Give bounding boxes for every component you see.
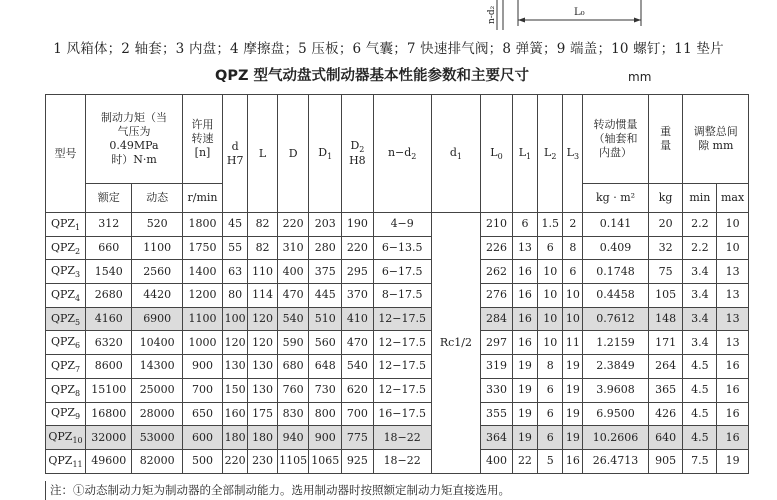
cell-max: 16 [717, 378, 749, 402]
cell-m: 148 [648, 307, 683, 331]
cell-d: 45 [223, 213, 248, 237]
cell-l1: 16 [512, 307, 537, 331]
cell-l0: 319 [481, 355, 513, 379]
parts-legend: 1 风箱体；2 轴套；3 内盘；4 摩擦盘；5 压板；6 气囊；7 快速排气阀；8 弹簧；9 端盖；10 螺钉；11 垫片 [53, 41, 724, 57]
cell-l3: 6 [563, 260, 583, 284]
cell-d: 940 [277, 426, 309, 450]
table-row [46, 284, 749, 308]
cell-l1: 22 [512, 449, 537, 473]
cell-l3: 2 [563, 213, 583, 237]
cell-j: 1.2159 [583, 331, 648, 355]
cell-l2: 10 [538, 307, 563, 331]
cell-l: 120 [248, 307, 278, 331]
cell-l2: 6 [538, 378, 563, 402]
cell-d2: 700 [342, 402, 374, 426]
cell-min: 3.4 [683, 307, 717, 331]
cell-m: 20 [648, 213, 683, 237]
cell-l3: 8 [563, 236, 583, 260]
cell-dyn: 520 [132, 213, 183, 237]
header-dd: D [277, 95, 309, 213]
cell-nd2: 4−9 [373, 213, 431, 237]
cell-n: 1200 [182, 284, 222, 308]
cell-l: 180 [248, 426, 278, 450]
cell-nd2: 6−13.5 [373, 236, 431, 260]
cell-nd2: 16−17.5 [373, 402, 431, 426]
cell-max: 16 [717, 355, 749, 379]
cell-l1: 6 [512, 213, 537, 237]
cell-nd2: 6−17.5 [373, 260, 431, 284]
cell-rated: 32000 [86, 426, 132, 450]
cell-model: $QPZ_9$ [46, 402, 86, 426]
cell-l: 82 [248, 213, 278, 237]
cell-d: 160 [223, 402, 248, 426]
cell-d: 470 [277, 284, 309, 308]
cell-model: $QPZ_7$ [46, 355, 86, 379]
cell-l: 110 [248, 260, 278, 284]
header-torque-dynamic: 动态 [132, 184, 183, 213]
cell-nd2: 12−17.5 [373, 378, 431, 402]
cell-d: 100 [223, 307, 248, 331]
cell-model: $QPZ_5$ [46, 307, 86, 331]
header-weight: 重量 [648, 95, 683, 184]
cell-d1: 280 [309, 236, 342, 260]
cell-nd2: 8−17.5 [373, 284, 431, 308]
cell-l3: 19 [563, 355, 583, 379]
header-l0: $L_0$ [481, 95, 513, 213]
cell-n: 900 [182, 355, 222, 379]
cell-d2: 220 [342, 236, 374, 260]
cell-d: 63 [223, 260, 248, 284]
cell-j: 6.9500 [583, 402, 648, 426]
cell-m: 426 [648, 402, 683, 426]
cell-j: 0.409 [583, 236, 648, 260]
cell-l3: 10 [563, 307, 583, 331]
cell-d: 400 [277, 260, 309, 284]
table-row [46, 260, 749, 284]
cell-rated: 1540 [86, 260, 132, 284]
header-nd2: $n-d_2$ [373, 95, 431, 213]
cell-d: 310 [277, 236, 309, 260]
cell-m: 171 [648, 331, 683, 355]
cell-rated: 6320 [86, 331, 132, 355]
cell-l3: 16 [563, 449, 583, 473]
cell-d: 220 [223, 449, 248, 473]
table-body [46, 213, 749, 474]
cell-l2: 10 [538, 331, 563, 355]
cell-l2: 6 [538, 402, 563, 426]
cell-l1: 19 [512, 426, 537, 450]
cell-d: 220 [277, 213, 309, 237]
cell-n: 700 [182, 378, 222, 402]
cell-d1: 800 [309, 402, 342, 426]
cell-dyn: 28000 [132, 402, 183, 426]
cell-min: 3.4 [683, 331, 717, 355]
cell-d: 680 [277, 355, 309, 379]
cell-d1: 730 [309, 378, 342, 402]
cell-d: 150 [223, 378, 248, 402]
cell-d: 130 [223, 355, 248, 379]
cell-max: 13 [717, 284, 749, 308]
cell-max: 16 [717, 402, 749, 426]
cell-l2: 6 [538, 236, 563, 260]
cell-d: 540 [277, 307, 309, 331]
cell-d2: 540 [342, 355, 374, 379]
cell-dyn: 82000 [132, 449, 183, 473]
header-adjust-max: max [717, 184, 749, 213]
cell-n: 1000 [182, 331, 222, 355]
header-inertia: 转动惯量（轴套和内盘） [583, 95, 648, 184]
cell-min: 4.5 [683, 402, 717, 426]
cell-d1: 375 [309, 260, 342, 284]
cell-d: 760 [277, 378, 309, 402]
cell-j: 3.9608 [583, 378, 648, 402]
cell-n: 1750 [182, 236, 222, 260]
cell-n: 1800 [182, 213, 222, 237]
cell-d2: 295 [342, 260, 374, 284]
cell-j: 0.1748 [583, 260, 648, 284]
cell-max: 13 [717, 307, 749, 331]
cell-dyn: 6900 [132, 307, 183, 331]
cell-m: 264 [648, 355, 683, 379]
cell-l2: 1.5 [538, 213, 563, 237]
table-title: QPZ 型气动盘式制动器基本性能参数和主要尺寸 [215, 68, 530, 84]
cell-d: 120 [223, 331, 248, 355]
cell-max: 13 [717, 260, 749, 284]
cell-rated: 16800 [86, 402, 132, 426]
cell-max: 19 [717, 449, 749, 473]
cell-m: 365 [648, 378, 683, 402]
table-row [46, 213, 749, 237]
header-small-d1: $d_1$ [431, 95, 481, 213]
header-d1: $D_1$ [309, 95, 342, 213]
cell-l: 82 [248, 236, 278, 260]
header-l2: $L_2$ [538, 95, 563, 213]
cell-l3: 19 [563, 426, 583, 450]
dim-label-l0: L₀ [574, 7, 585, 18]
header-inertia-unit: kg · m² [583, 184, 648, 213]
cell-nd2: 18−22 [373, 449, 431, 473]
cell-model: $QPZ_{10}$ [46, 426, 86, 450]
header-speed: 许用转速[n] [182, 95, 222, 184]
cell-l0: 297 [481, 331, 513, 355]
cell-l2: 10 [538, 260, 563, 284]
cell-d: 55 [223, 236, 248, 260]
cell-d1-merged: Rc1/2 [431, 213, 481, 474]
cell-n: 1100 [182, 307, 222, 331]
cell-min: 3.4 [683, 260, 717, 284]
cell-model: $QPZ_8$ [46, 378, 86, 402]
cell-l0: 355 [481, 402, 513, 426]
header-adjust-min: min [683, 184, 717, 213]
cell-dyn: 53000 [132, 426, 183, 450]
unit-label: mm [628, 70, 652, 84]
cell-d1: 648 [309, 355, 342, 379]
cell-dyn: 2560 [132, 260, 183, 284]
cell-d1: 1065 [309, 449, 342, 473]
cell-model: $QPZ_{11}$ [46, 449, 86, 473]
cell-min: 4.5 [683, 426, 717, 450]
cell-n: 1400 [182, 260, 222, 284]
cell-l1: 19 [512, 402, 537, 426]
cell-m: 32 [648, 236, 683, 260]
cell-model: $QPZ_2$ [46, 236, 86, 260]
cell-l1: 16 [512, 284, 537, 308]
cell-d1: 900 [309, 426, 342, 450]
cell-d1: 445 [309, 284, 342, 308]
cell-model: $QPZ_6$ [46, 331, 86, 355]
cell-d: 590 [277, 331, 309, 355]
cell-min: 4.5 [683, 355, 717, 379]
cell-d: 830 [277, 402, 309, 426]
table-row [46, 355, 749, 379]
cell-nd2: 12−17.5 [373, 331, 431, 355]
cell-j: 2.3849 [583, 355, 648, 379]
header-d2: $D_2$ H8 [342, 95, 374, 213]
cell-max: 13 [717, 331, 749, 355]
cell-m: 75 [648, 260, 683, 284]
cell-max: 10 [717, 213, 749, 237]
table-note: 注：①动态制动力矩为制动器的全部制动能力。选用制动器时按照额定制动力矩直接选用。 [45, 481, 750, 500]
table-row [46, 449, 749, 473]
cell-nd2: 12−17.5 [373, 307, 431, 331]
header-l: L [248, 95, 278, 213]
cell-l0: 330 [481, 378, 513, 402]
drawing-fragment [0, 0, 777, 30]
header-l3: $L_3$ [563, 95, 583, 213]
cell-rated: 49600 [86, 449, 132, 473]
cell-l1: 19 [512, 378, 537, 402]
cell-dyn: 1100 [132, 236, 183, 260]
cell-l0: 284 [481, 307, 513, 331]
cell-m: 105 [648, 284, 683, 308]
cell-min: 7.5 [683, 449, 717, 473]
cell-d2: 620 [342, 378, 374, 402]
cell-l: 130 [248, 378, 278, 402]
cell-l2: 6 [538, 426, 563, 450]
cell-l0: 400 [481, 449, 513, 473]
cell-l1: 13 [512, 236, 537, 260]
table-row [46, 236, 749, 260]
cell-l: 114 [248, 284, 278, 308]
cell-l2: 10 [538, 284, 563, 308]
header-adjust: 调整总间隙 mm [683, 95, 749, 184]
cell-rated: 8600 [86, 355, 132, 379]
header-l1: $L_1$ [512, 95, 537, 213]
cell-n: 500 [182, 449, 222, 473]
cell-l: 120 [248, 331, 278, 355]
cell-model: $QPZ_4$ [46, 284, 86, 308]
header-torque: 制动力矩（当气压为0.49MPa 时）N·m [86, 95, 183, 184]
dim-label-nd2: n-d₂ [487, 5, 497, 24]
table-row [46, 378, 749, 402]
cell-d1: 203 [309, 213, 342, 237]
cell-min: 4.5 [683, 378, 717, 402]
cell-l2: 8 [538, 355, 563, 379]
cell-max: 16 [717, 426, 749, 450]
cell-d1: 560 [309, 331, 342, 355]
cell-dyn: 14300 [132, 355, 183, 379]
cell-l3: 11 [563, 331, 583, 355]
cell-nd2: 18−22 [373, 426, 431, 450]
cell-l0: 226 [481, 236, 513, 260]
cell-d2: 925 [342, 449, 374, 473]
cell-l0: 210 [481, 213, 513, 237]
cell-min: 2.2 [683, 236, 717, 260]
cell-l3: 19 [563, 402, 583, 426]
cell-j: 10.2606 [583, 426, 648, 450]
cell-nd2: 12−17.5 [373, 355, 431, 379]
cell-rated: 2680 [86, 284, 132, 308]
cell-d1: 510 [309, 307, 342, 331]
cell-l: 230 [248, 449, 278, 473]
cell-l3: 10 [563, 284, 583, 308]
cell-j: 0.4458 [583, 284, 648, 308]
cell-max: 10 [717, 236, 749, 260]
cell-model: $QPZ_3$ [46, 260, 86, 284]
cell-l: 130 [248, 355, 278, 379]
cell-d2: 370 [342, 284, 374, 308]
header-weight-unit: kg [648, 184, 683, 213]
cell-dyn: 10400 [132, 331, 183, 355]
cell-l0: 276 [481, 284, 513, 308]
cell-min: 3.4 [683, 284, 717, 308]
cell-n: 600 [182, 426, 222, 450]
cell-l0: 262 [481, 260, 513, 284]
cell-j: 0.141 [583, 213, 648, 237]
cell-model: $QPZ_1$ [46, 213, 86, 237]
cell-d2: 190 [342, 213, 374, 237]
header-torque-rated: 额定 [86, 184, 132, 213]
cell-d2: 470 [342, 331, 374, 355]
cell-l1: 16 [512, 331, 537, 355]
cell-dyn: 25000 [132, 378, 183, 402]
cell-l1: 19 [512, 355, 537, 379]
cell-rated: 660 [86, 236, 132, 260]
cell-dyn: 4420 [132, 284, 183, 308]
cell-rated: 4160 [86, 307, 132, 331]
table-row [46, 307, 749, 331]
cell-d2: 410 [342, 307, 374, 331]
table-row [46, 402, 749, 426]
cell-m: 640 [648, 426, 683, 450]
header-speed-unit: r/min [182, 184, 222, 213]
table-row [46, 426, 749, 450]
header-d: d H7 [223, 95, 248, 213]
cell-d: 1105 [277, 449, 309, 473]
cell-j: 0.7612 [583, 307, 648, 331]
cell-l2: 5 [538, 449, 563, 473]
cell-l: 175 [248, 402, 278, 426]
cell-l0: 364 [481, 426, 513, 450]
spec-table [45, 94, 749, 474]
cell-rated: 312 [86, 213, 132, 237]
cell-d: 80 [223, 284, 248, 308]
table-row [46, 331, 749, 355]
cell-j: 26.4713 [583, 449, 648, 473]
cell-d2: 775 [342, 426, 374, 450]
cell-l1: 16 [512, 260, 537, 284]
cell-rated: 15100 [86, 378, 132, 402]
cell-l3: 19 [563, 378, 583, 402]
cell-m: 905 [648, 449, 683, 473]
cell-d: 180 [223, 426, 248, 450]
header-model: 型号 [46, 95, 86, 213]
cell-min: 2.2 [683, 213, 717, 237]
cell-n: 650 [182, 402, 222, 426]
